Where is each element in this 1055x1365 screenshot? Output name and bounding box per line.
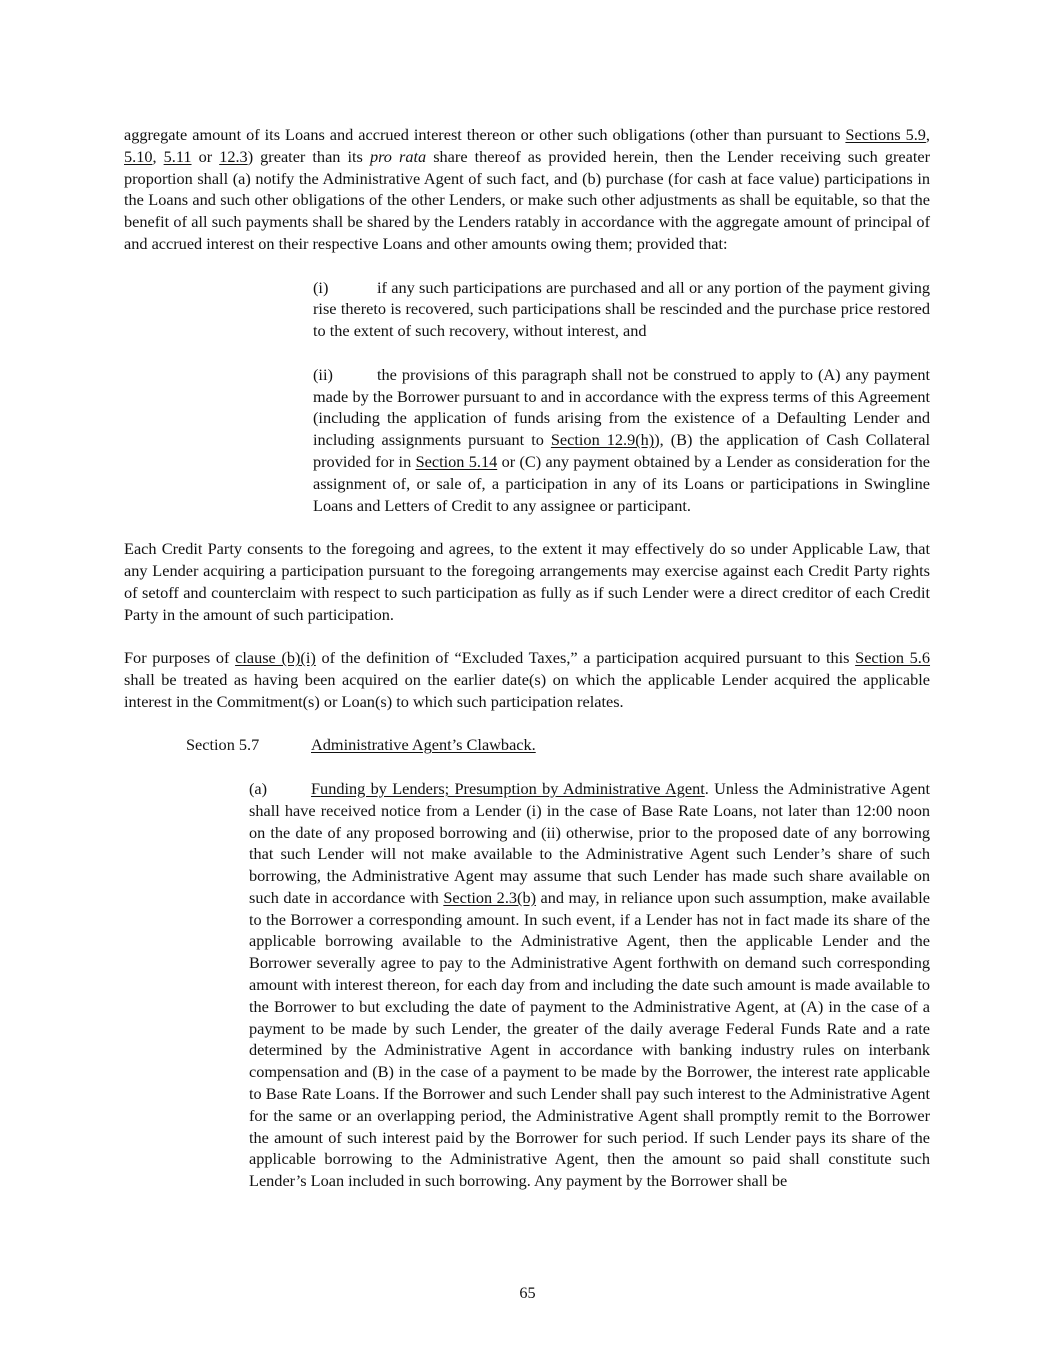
paragraph-credit-party-consent: Each Credit Party consents to the foregoing and agrees, to the extent it may effectively do so under Applicable Law, that any Lender acquiring a participation pursuant to the foregoing arrangements may exercise against each Credit Party rights of setoff and counterclaim with respect to such participation as fully as if such Lender were a direct creditor of each Credit Party in the amount of such participation.	[124, 539, 930, 624]
clause-i	[124, 277, 930, 342]
section-reference: Sections 5.9	[845, 125, 926, 144]
document-page	[124, 124, 930, 1192]
clause-a	[124, 778, 930, 1192]
section-heading	[124, 734, 930, 756]
section-reference: 12.3	[219, 146, 248, 166]
section-title: Administrative Agent’s Clawback.	[311, 735, 536, 755]
text: share thereof as provided herein, then the Lender receiving such greater proportion shall (a) notify the Administrative Agent of such fact, and (b) purchase (for cash at face value) participations in the Loans and such other obligations of the other Lenders, or make such other adjustments as shall be equitable, so that the benefit of all such payments shall be shared by the Lenders ratably in accordance with the aggregate amount of principal of and accrued interest on their respective Loans and other amounts owing them; provided that:	[124, 146, 931, 253]
section-reference: Section 5.6	[855, 648, 931, 668]
text: or (C) any payment obtained by a Lender as consideration for the assignment of, or sale of, a participation in any of its Loans or participations in Swingline Loans and Letters of Credit to any assignee or participant.	[313, 451, 931, 515]
text: shall be treated as having been acquired on the earlier date(s) on which the applicable Lender acquired the applicable interest in the Commitment(s) or Loan(s) to which such participation relates.	[124, 669, 930, 711]
text: aggregate amount of its Loans and accrued interest thereon or other such obligations (other than pursuant to	[124, 125, 846, 144]
section-reference: Section 2.3(b)	[443, 887, 537, 907]
paragraph-excluded-taxes	[124, 647, 930, 712]
text: For purposes of	[124, 648, 236, 668]
clause-subtitle: Funding by Lenders; Presumption by Administrative Agent	[311, 778, 705, 798]
clause-label: (a)	[249, 778, 268, 798]
clause-reference: clause (b)(i)	[235, 648, 316, 668]
text: ), (B) the application of Cash Collateral provided for in	[313, 430, 930, 471]
section-reference: Section 12.9(h)	[550, 430, 655, 450]
clause-label: (ii)	[313, 364, 333, 384]
paragraph-pro-rata-sharing	[124, 124, 930, 255]
section-reference: Section 5.14	[415, 451, 498, 471]
text: or	[191, 146, 220, 166]
text: ,	[925, 125, 930, 144]
page-number: 65	[519, 1283, 536, 1302]
text: of the definition of “Excluded Taxes,” a participation acquired pursuant to this	[315, 648, 856, 668]
clause-ii	[124, 364, 930, 517]
text: ) greater than its	[247, 146, 370, 166]
section-number: Section 5.7	[186, 735, 260, 755]
clause-label: (i)	[313, 277, 329, 297]
text: and may, in reliance upon such assumption, make available to the Borrower a corresponding amount. In such event, if a Lender has not in fact made its share of the applicable borrowing available to the Administrative Agent, then the applicable Lender and the Borrower severally agree to pay to the Administrative Agent forthwith on demand such corresponding amount with interest thereon, for each day from and including the date such amount is made available to the Borrower to but excluding the date of payment to the Administrative Agent, at (A) in the case of a payment to be made by such Lender, the greater of the daily average Federal Funds Rate and a rate determined by the Administrative Agent in accordance with banking industry rules on interbank compensation and (B) in the case of a payment to be made by the Borrower, the interest rate applicable to Base Rate Loans. If the Borrower and such Lender shall pay such interest to the Administrative Agent for the same or an overlapping period, the Administrative Agent shall promptly remit to the Borrower the amount of such interest paid by the Borrower for such period. If such Lender pays its share of the applicable borrowing to the Administrative Agent, then the amount so paid shall constitute such Lender’s Loan included in such borrowing. Any payment by the Borrower shall be	[249, 887, 930, 1191]
section-reference: 5.11	[163, 146, 192, 166]
italic-term: pro rata	[369, 146, 427, 166]
section-reference: 5.10	[124, 146, 153, 166]
text: . Unless the Administrative Agent shall have received notice from a Lender (i) in the case of Base Rate Loans, not later than 12:00 noon on the date of any proposed borrowing and (ii) otherwise, prior to the proposed date of any borrowing that such Lender will not make available to the Administrative Agent such Lender’s share of such borrowing, the Administrative Agent may assume that such Lender has made such share available on such date in accordance with	[249, 778, 931, 907]
clause-text: if any such participations are purchased and all or any portion of the payment giving rise thereto is recovered, such participations shall be rescinded and the purchase price restored to the extent of such recovery, without interest, and	[313, 277, 930, 341]
text: ,	[152, 146, 164, 166]
text: the provisions of this paragraph shall not be construed to apply to (A) any payment made by the Borrower pursuant to and in accordance with the express terms of this Agreement (including the application of funds arising from the existence of a Defaulting Lender and including assignments pursuant to	[313, 364, 930, 450]
